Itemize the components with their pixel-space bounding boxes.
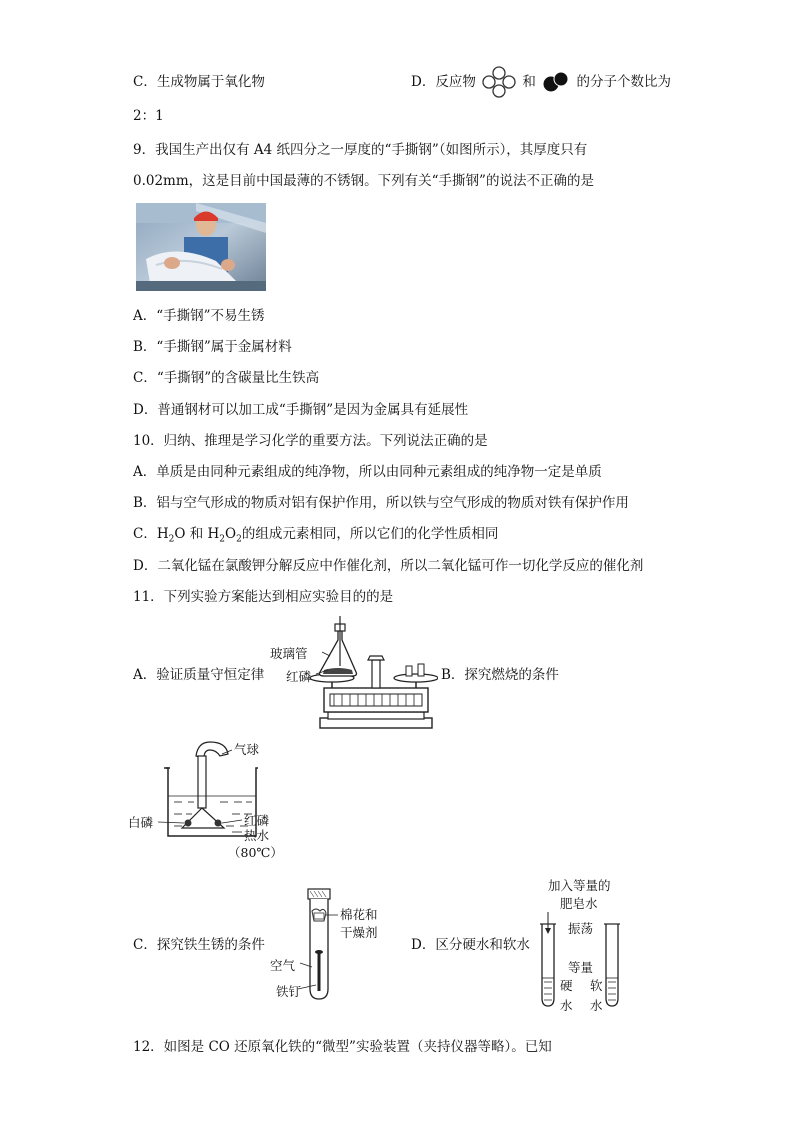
label-soft-1: 软 [590, 978, 603, 993]
iron-rust-tube-figure [268, 885, 398, 1003]
q10-option-d: D．二氧化锰在氯酸钾分解反应中作催化剂，所以二氧化锰可作一切化学反应的催化剂 [133, 558, 644, 574]
q11-option-a: A．验证质量守恒定律 [133, 667, 265, 683]
label-hot-water: 热水 [244, 828, 270, 843]
q8-ratio: 2：1 [133, 108, 164, 124]
q10-c-text-4: 的组成元素相同，所以它们的化学性质相同 [241, 526, 499, 542]
q11-stem: 11．下列实验方案能达到相应实验目的的是 [133, 589, 394, 605]
q12-stem: 12．如图是 CO 还原氧化铁的“微型”实验装置（夹持仪器等略）。已知 [133, 1039, 552, 1055]
q10-c-sub-1: 2 [168, 534, 175, 545]
q10-c-text-3: O [225, 526, 237, 542]
q8-option-c: C．生成物属于氧化物 [133, 74, 265, 90]
balance-apparatus-figure [268, 616, 438, 736]
q8-option-d-post: 的分子个数比为 [576, 74, 672, 90]
q9-option-b: B．“手撕钢”属于金属材料 [133, 339, 292, 355]
q8-option-d-pre: D．反应物 [411, 74, 476, 90]
label-add-equal: 加入等量的 [548, 878, 611, 893]
label-glass-tube: 玻璃管 [270, 646, 308, 661]
label-white-phosphorus: 白磷 [128, 815, 154, 830]
label-red-phosphorus-b: 红磷 [244, 813, 270, 828]
label-iron-nail: 铁钉 [276, 984, 302, 999]
molecule-o2-icon [482, 66, 516, 98]
label-soft-2: 水 [590, 998, 603, 1013]
label-shake: 振荡 [568, 921, 594, 936]
label-hard-1: 硬 [560, 978, 573, 993]
label-balloon: 气球 [234, 742, 260, 757]
q10-option-a: A．单质是由同种元素组成的纯净物，所以由同种元素组成的纯净物一定是单质 [133, 464, 602, 480]
q10-c-text-2: O 和 H [174, 526, 220, 542]
q8-option-d-and: 和 [522, 74, 536, 90]
q10-c-text-1: C．H [133, 526, 169, 542]
steel-worker-photo [136, 203, 266, 291]
q9-stem-line2: 0.02mm，这是目前中国最薄的不锈钢。下列有关“手撕钢”的说法不正确的是 [133, 173, 594, 189]
q9-stem-line1: 9．我国生产出仅有 A4 纸四分之一厚度的“手撕钢”（如图所示），其厚度只有 [133, 142, 588, 158]
q11-option-b: B．探究燃烧的条件 [441, 667, 559, 683]
label-soap-water: 肥皂水 [560, 896, 598, 911]
label-cotton: 棉花和 [340, 907, 378, 922]
q10-c-sub-2: 2 [219, 534, 226, 545]
label-hard-2: 水 [560, 998, 573, 1013]
label-red-phosphorus-a: 红磷 [286, 669, 312, 684]
label-air: 空气 [270, 958, 296, 973]
q10-stem: 10．归纳、推理是学习化学的重要方法。下列说法正确的是 [133, 433, 488, 449]
label-temperature: （80℃） [228, 845, 283, 860]
q11-option-d: D．区分硬水和软水 [411, 937, 530, 953]
q10-option-c [133, 525, 498, 549]
q10-c-sub-3: 2 [236, 534, 242, 545]
beaker-combustion-figure [128, 732, 288, 862]
q9-option-c: C．“手撕钢”的含碳量比生铁高 [133, 370, 320, 386]
q9-option-a: A．“手撕钢”不易生锈 [133, 308, 265, 324]
label-desiccant: 干燥剂 [340, 925, 378, 940]
q11-option-c: C．探究铁生锈的条件 [133, 937, 265, 953]
label-equal-amount: 等量 [568, 960, 594, 975]
q9-option-d: D．普通钢材可以加工成“手撕钢”是因为金属具有延展性 [133, 402, 469, 418]
hard-soft-water-figure [530, 874, 660, 1014]
q8-option-d [411, 73, 671, 92]
q10-option-b: B．铝与空气形成的物质对铝有保护作用，所以铁与空气形成的物质对铁有保护作用 [133, 495, 629, 511]
molecule-dark-icon [542, 70, 570, 94]
